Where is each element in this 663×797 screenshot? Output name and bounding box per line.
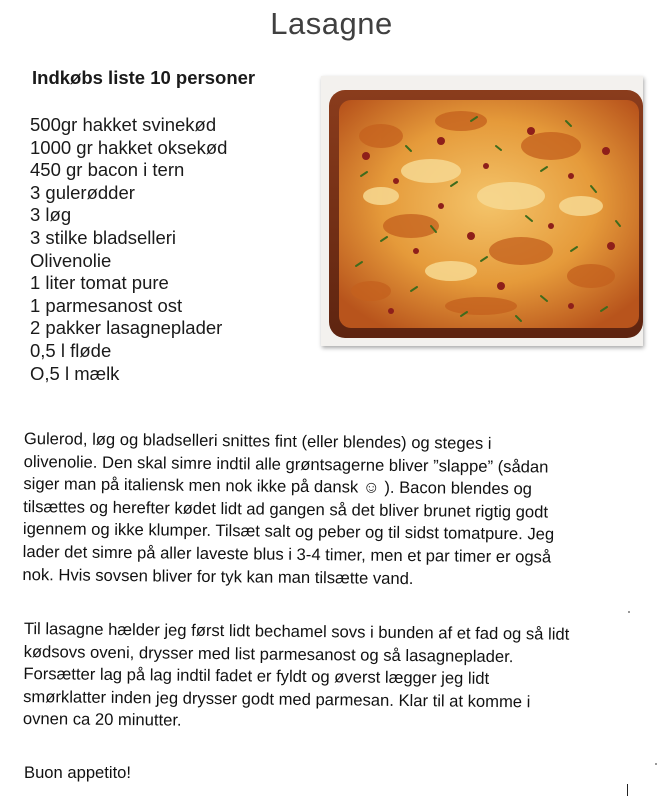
paragraph-line: siger man på italiensk men nok ikke på dansk ☺ ). Bacon blendes og	[23, 474, 533, 499]
ingredient-item: 500gr hakket svinekød	[30, 114, 217, 135]
ingredient-item: 1 parmesanost ost	[30, 294, 183, 316]
text-cursor-mark	[627, 784, 628, 796]
ingredient-item: 450 gr bacon i tern	[30, 159, 185, 181]
paragraph-line: Forsætter lag på lag indtil fadet er fyldt og øverst lægger jeg lidt	[23, 664, 490, 689]
paragraph-line: olivenolie. Den skal simre indtil alle grøntsagerne bliver ”slappe” (sådan	[23, 451, 549, 477]
paragraph-line: lader det simre på aller laveste blus i 3-4 timer, men et par timer er også	[22, 541, 552, 567]
scan-speck	[628, 611, 630, 613]
instructions-paragraph-sauce	[22, 428, 624, 592]
paragraph-line: Gulerod, løg og bladselleri snittes fint (eller blendes) og steges i	[23, 428, 492, 453]
ingredient-item: 3 løg	[30, 204, 72, 226]
ingredient-item: 2 pakker lasagneplader	[30, 317, 223, 339]
paragraph-line: igennem og ikke klumper. Tilsæt salt og peber og til sidst tomatpure. Jeg	[22, 519, 555, 544]
paragraph-line: kødsovs oveni, drysser med list parmesanost og så lasagneplader.	[23, 641, 514, 666]
paragraph-line: Til lasagne hælder jeg først lidt bechamel sovs i bunden af et fad og så lidt	[23, 618, 570, 644]
instructions-paragraph-assembly	[23, 618, 624, 737]
ingredient-list	[30, 114, 227, 385]
shopping-list-heading: Indkøbs liste 10 personer	[32, 67, 256, 88]
paragraph-line: nok. Hvis sovsen bliver for tyk kan man tilsætte vand.	[22, 564, 414, 588]
ingredient-item: Olivenolie	[30, 249, 112, 271]
ingredient-item: 3 stilke bladselleri	[30, 226, 177, 248]
lasagne-photo	[321, 76, 643, 346]
lasagne-photo-illustration	[321, 76, 643, 346]
ingredient-item: 1 liter tomat pure	[30, 272, 169, 294]
ingredient-item: 0,5 l fløde	[30, 339, 112, 361]
paragraph-line: ovnen ca 20 minutter.	[22, 709, 182, 731]
paragraph-line: tilsættes og herefter kødet lidt ad gangen så det bliver brunet rigtig godt	[23, 496, 549, 522]
ingredient-item: O,5 l mælk	[30, 362, 120, 384]
page-title: Lasagne	[270, 6, 393, 41]
ingredient-item: 1000 gr hakket oksekød	[30, 136, 228, 158]
ingredient-item: 3 gulerødder	[30, 181, 135, 203]
paragraph-line: smørklatter inden jeg drysser godt med parmesan. Klar til at komme i	[23, 686, 531, 712]
scan-speck	[655, 763, 657, 765]
closing-line: Buon appetito!	[24, 763, 132, 782]
